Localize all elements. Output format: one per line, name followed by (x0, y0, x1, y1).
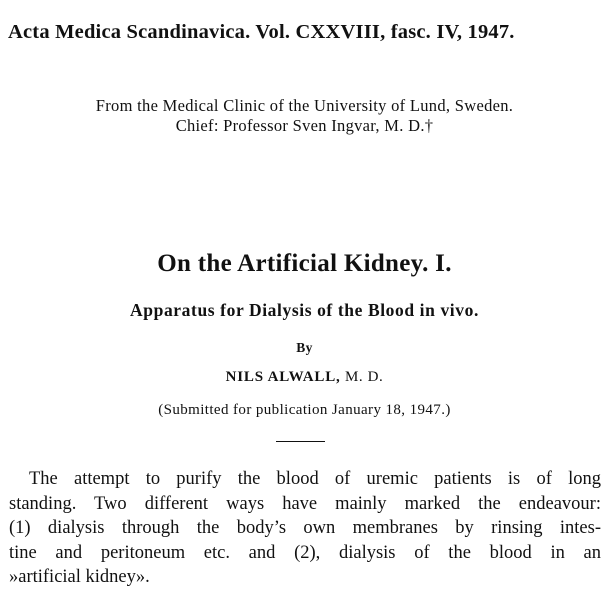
separator-rule (276, 441, 325, 442)
body-line: standing. Two different ways have mainly marked the endeavour: (9, 493, 601, 514)
chief-line: Chief: Professor Sven Ingvar, M. D.† (175, 116, 434, 135)
by-label: By (296, 340, 313, 355)
body-line: »artificial kidney». (9, 567, 150, 587)
author-line (0, 369, 609, 386)
author-degree: M. D. (344, 369, 384, 385)
body-paragraph (9, 467, 601, 590)
body-line: The attempt to purify the blood of uremic patients is of long (29, 469, 601, 489)
journal-citation: Acta Medica Scandinavica. Vol. CXXVIII, fasc. IV, 1947. (8, 21, 515, 43)
body-line: tine and peritoneum etc. and (2), dialysis of the blood in an (9, 542, 601, 563)
institution-line: From the Medical Clinic of the University of Lund, Sweden. (95, 96, 514, 115)
institution-block (0, 96, 609, 136)
author-name: NILS ALWALL, (225, 369, 341, 385)
article-subtitle: Apparatus for Dialysis of the Blood in vivo. (130, 300, 479, 320)
article-title: On the Artificial Kidney. I. (157, 250, 452, 277)
submission-date: (Submitted for publication January 18, 1947.) (158, 402, 451, 418)
body-line: (1) dialysis through the body’s own membranes by rinsing intes- (9, 518, 601, 538)
